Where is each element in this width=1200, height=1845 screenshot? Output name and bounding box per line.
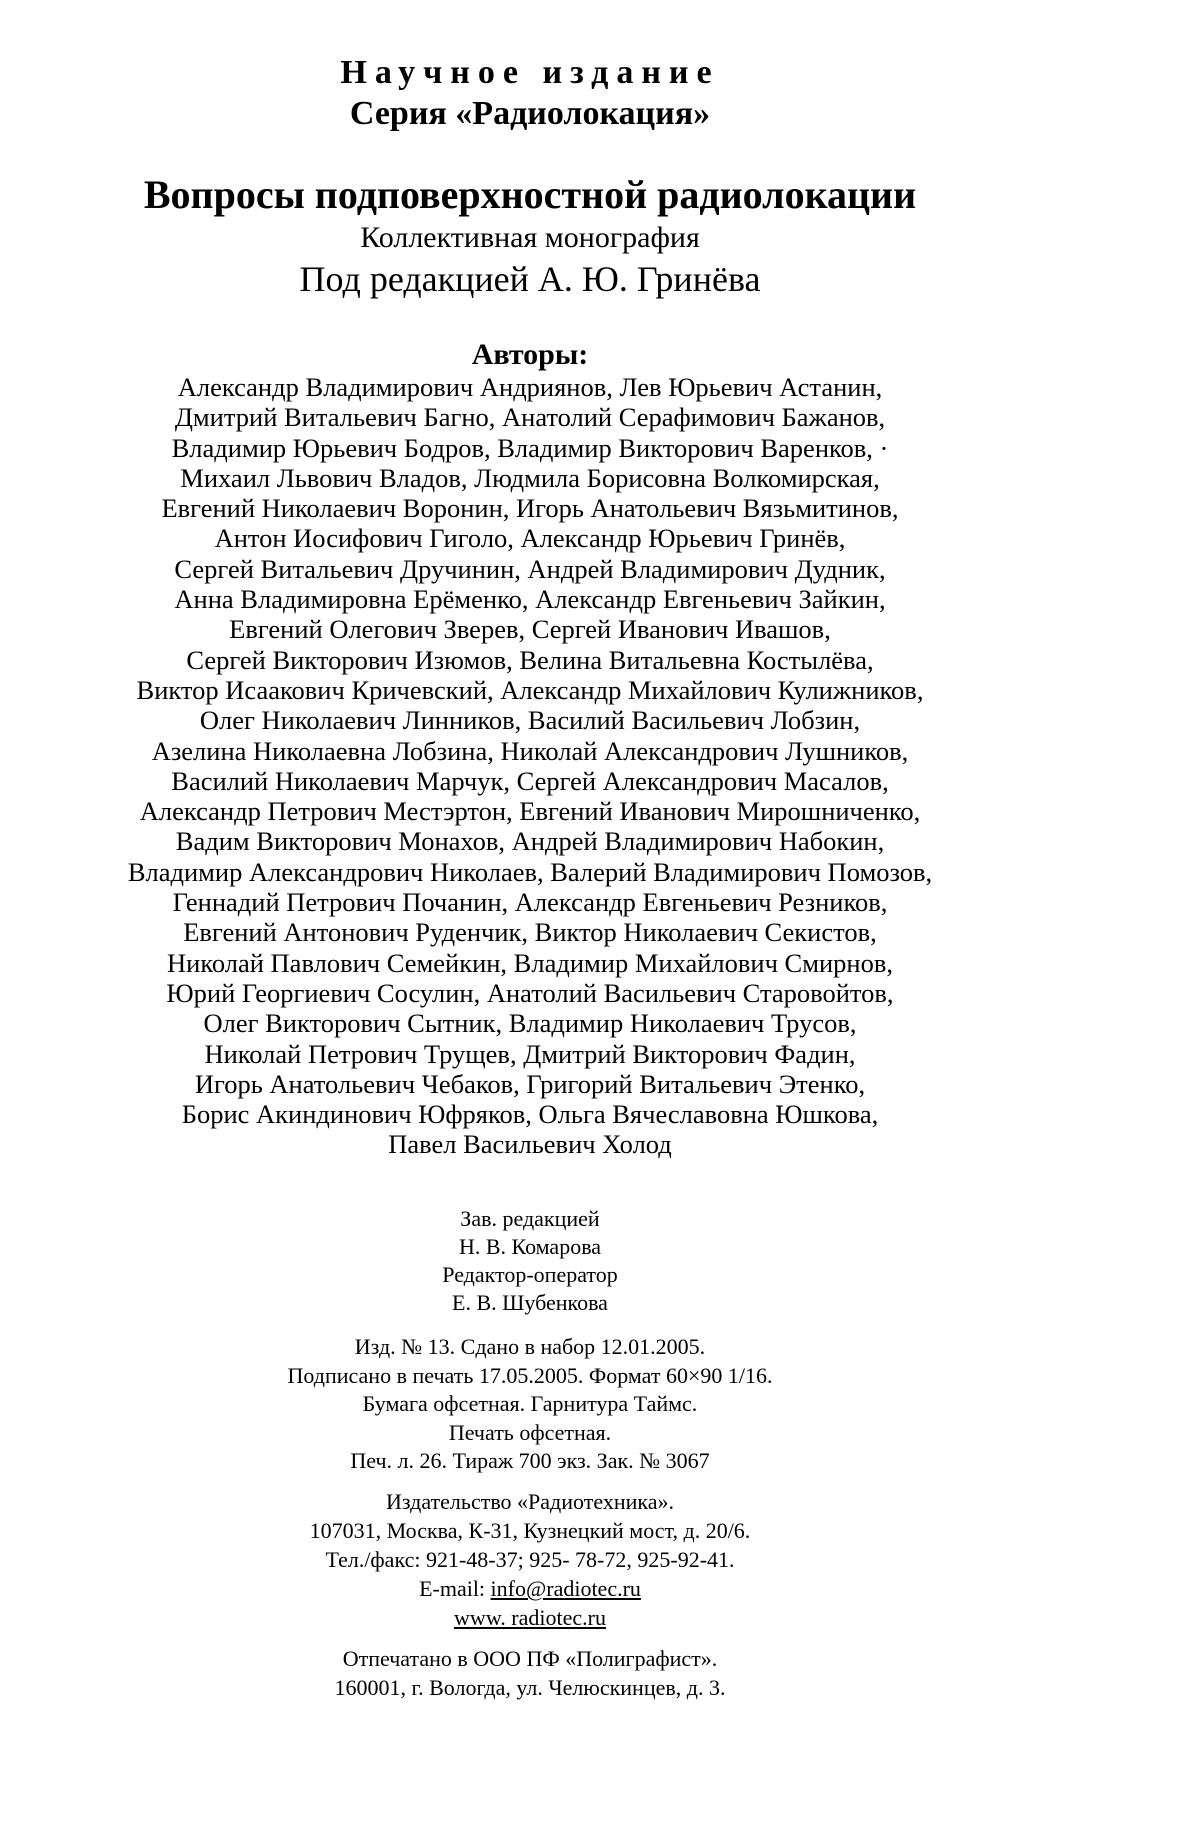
book-editor: Под редакцией А. Ю. Гринёва — [299, 259, 761, 299]
authors-line: Евгений Олегович Зверев, Сергей Иванович Ивашов, — [229, 614, 831, 645]
editor-operator-name: Е. В. Шубенкова — [452, 1290, 608, 1315]
authors-line: Павел Васильевич Холод — [388, 1129, 672, 1160]
authors-heading: Авторы: — [471, 338, 589, 371]
authors-line: Николай Павлович Семейкин, Владимир Михайлович Смирнов, — [167, 947, 893, 978]
authors-line: Владимир Юрьевич Бодров, Владимир Викторович Варенков, · — [171, 432, 889, 463]
publisher-email-line — [0, 1574, 1060, 1603]
editor-operator-role: Редактор-оператор — [442, 1262, 618, 1287]
authors-line: Александр Владимирович Андриянов, Лев Юрьевич Астанин, — [177, 372, 883, 402]
authors-line: Александр Петрович Местэртон, Евгений Иванович Мирошниченко, — [139, 796, 921, 827]
authors-line: Олег Николаевич Линников, Василий Васильевич Лобзин, — [199, 705, 861, 736]
authors-line: Михаил Львович Владов, Людмила Борисовна Волкомирская, — [180, 462, 880, 493]
authors-line: Евгений Николаевич Воронин, Игорь Анатольевич Вязьмитинов, — [161, 493, 899, 524]
printer-address: 160001, г. Вологда, ул. Челюскинцев, д. 3. — [334, 1675, 726, 1700]
email-label: E-mail: — [419, 1576, 491, 1601]
editorial-staff — [0, 1205, 1060, 1317]
head-editor-name: Н. В. Комарова — [458, 1234, 602, 1259]
publisher-info — [0, 1487, 1060, 1632]
book-title: Вопросы подповерхностной радиолокации — [143, 172, 917, 217]
authors-line: Сергей Викторович Изюмов, Велина Витальевна Костылёва, — [186, 644, 874, 675]
authors-line: Азелина Николаевна Лобзина, Николай Александрович Лушников, — [151, 735, 909, 766]
authors-line: Борис Акиндинович Юфряков, Ольга Вячеславовна Юшкова, — [181, 1099, 879, 1130]
website-link[interactable]: www. radiotec.ru — [454, 1605, 606, 1630]
authors-line: Виктор Исаакович Кричевский, Александр Михайлович Кулижников, — [136, 674, 924, 705]
publisher-phone: Тел./факс: 921-48-37; 925- 78-72, 925-92-41. — [325, 1547, 735, 1572]
authors-list — [0, 372, 1060, 1160]
authors-line: Антон Иосифович Гиголо, Александр Юрьевич Гринёв, — [214, 523, 846, 554]
imprint-line: Печ. л. 26. Тираж 700 экз. Зак. № 3067 — [350, 1448, 710, 1473]
series-title: Серия «Радиолокация» — [349, 95, 711, 132]
printer-info — [0, 1644, 1060, 1702]
publisher-name: Издательство «Радиотехника». — [385, 1489, 674, 1514]
authors-line: Игорь Анатольевич Чебаков, Григорий Витальевич Этенко, — [194, 1068, 866, 1099]
authors-line: Юрий Георгиевич Сосулин, Анатолий Васильевич Старовойтов, — [166, 977, 894, 1008]
email-link[interactable]: info@radiotec.ru — [490, 1576, 641, 1601]
imprint-details — [0, 1333, 1060, 1476]
authors-line: Вадим Викторович Монахов, Андрей Владимирович Набокин, — [175, 826, 885, 857]
authors-line: Владимир Александрович Николаев, Валерий Владимирович Помозов, — [127, 856, 933, 887]
imprint-line: Бумага офсетная. Гарнитура Таймс. — [362, 1391, 698, 1416]
publisher-website-line — [0, 1603, 1060, 1632]
book-subtitle: Коллективная монография — [360, 221, 700, 254]
authors-line: Геннадий Петрович Почанин, Александр Евгеньевич Резников, — [172, 887, 888, 918]
authors-line: Анна Владимировна Ерёменко, Александр Евгеньевич Зайкин, — [174, 584, 886, 615]
authors-line: Олег Викторович Сытник, Владимир Николаевич Трусов, — [203, 1008, 857, 1039]
authors-line: Николай Петрович Трущев, Дмитрий Викторович Фадин, — [204, 1038, 856, 1069]
authors-line: Василий Николаевич Марчук, Сергей Александрович Масалов, — [171, 765, 889, 796]
authors-line: Дмитрий Витальевич Багно, Анатолий Серафимович Бажанов, — [174, 402, 886, 433]
publication-type-heading: Научное издание — [340, 54, 720, 91]
printer-name: Отпечатано в ООО ПФ «Полиграфист». — [342, 1646, 718, 1671]
head-editor-role: Зав. редакцией — [460, 1206, 600, 1231]
authors-line: Евгений Антонович Руденчик, Виктор Николаевич Секистов, — [183, 917, 877, 948]
imprint-line: Подписано в печать 17.05.2005. Формат 60×90 1/16. — [287, 1362, 773, 1388]
imprint-line: Изд. № 13. Сдано в набор 12.01.2005. — [354, 1334, 706, 1359]
publisher-address: 107031, Москва, К-31, Кузнецкий мост, д. 20/6. — [309, 1518, 751, 1543]
imprint-line: Печать офсетная. — [448, 1419, 612, 1445]
authors-line: Сергей Витальевич Дручинин, Андрей Владимирович Дудник, — [174, 553, 886, 584]
